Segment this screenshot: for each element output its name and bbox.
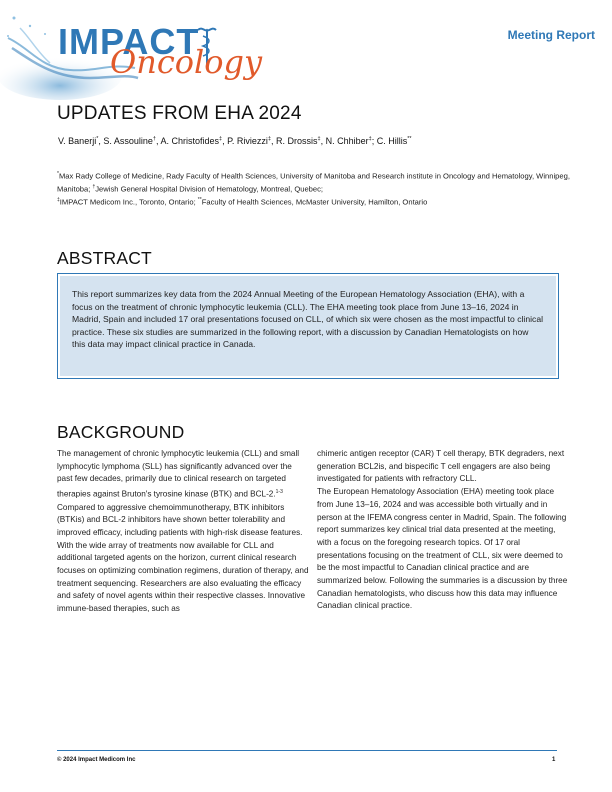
author-mark: ‡: [219, 136, 223, 142]
footer-divider: [57, 750, 557, 751]
author-separator: ;: [371, 136, 377, 146]
background-column-right: [317, 448, 569, 613]
abstract-text: This report summarizes key data from the 2024 Annual Meeting of the European Hematology Association (EHA), with a focus on the treatment of chronic lymphocytic leukemia (CLL). The EHA meeting took place from June 13–16, 2024 in Madrid, Spain and included 17 oral presentations focused on CLL, of which six were chosen as the most impactful to clinical practice. These six studies are summarized in the following report, with a discussion by Canadian Hematologists on how this data may impact clinical practice in Canada.: [60, 276, 556, 376]
page-number: 1: [552, 757, 556, 763]
author-list: [58, 136, 412, 146]
author-name: A. Christofides: [160, 136, 219, 146]
affiliation-text: Faculty of Health Sciences, McMaster University, Hamilton, Ontario: [201, 197, 428, 207]
page-title: UPDATES FROM EHA 2024: [57, 103, 302, 124]
author-separator: ,: [98, 136, 104, 146]
abstract-heading: ABSTRACT: [57, 248, 152, 268]
author-mark: *: [96, 136, 99, 142]
footer-copyright: © 2024 Impact Medicom Inc: [57, 757, 136, 763]
author-mark: ‡: [317, 136, 321, 142]
affiliation-mark: †: [92, 183, 96, 190]
author-mark: **: [407, 136, 412, 142]
author-name: S. Assouline: [103, 136, 153, 146]
background-paragraph-1: [57, 448, 309, 540]
author-separator: ,: [155, 136, 161, 146]
impact-oncology-logo: [0, 0, 263, 100]
affiliation-mark: **: [197, 196, 202, 203]
author-name: C. Hillis: [376, 136, 408, 146]
affiliation-text: Jewish General Hospital Division of Hematology, Montreal, Quebec;: [95, 184, 324, 194]
affiliations: [57, 169, 572, 207]
author-separator: ,: [222, 136, 228, 146]
background-heading: BACKGROUND: [57, 422, 185, 442]
abstract-box: [57, 273, 559, 379]
reference-citation: 1-3: [275, 489, 283, 496]
affiliation-mark: *: [57, 171, 59, 177]
author-mark: †: [152, 136, 156, 142]
report-type-label: Meeting Report: [507, 28, 595, 42]
author-name: R. Drossis: [276, 136, 318, 146]
author-mark: ‡: [267, 136, 271, 142]
paragraph-text: Compared to aggressive chemoimmunotherapy, BTK inhibitors (BTKis) and BCL-2 inhibitors have shown better tolerability and improved efficacy, including patients with high-risk disease features.: [57, 502, 303, 537]
affiliation-text: Max Rady College of Medicine, Rady Faculty of Health Sciences, University of Manitoba and Research institute in Oncology and Hematology, Winnipeg, Manitoba;: [57, 171, 570, 194]
background-paragraph-2-continued: chimeric antigen receptor (CAR) T cell therapy, BTK degraders, next generation BCL2is, and bispecific T cell engagers are also being investigated for patients with refractory CLL.: [317, 449, 565, 484]
author-separator: ,: [271, 136, 277, 146]
background-column-left: [57, 448, 309, 616]
author-name: V. Banerji: [58, 136, 97, 146]
author-name: P. Riviezzi: [227, 136, 268, 146]
logo-wordmark-oncology: Oncology: [110, 43, 263, 81]
logo-wordmark-impact: IMPACT: [58, 21, 200, 62]
background-paragraph-3: The European Hematology Association (EHA) meeting took place from June 13–16, 2024 and was accessible both virtually and in person at the IFEMA congress center in Madrid, Spain. The following report summarizes key clinical trial data presented at the meeting, with a focus on the foregoing research topics. Of 17 oral presentations focusing on the treatment of CLL, six were deemed to be the most impactful to Canadian clinical practice and are summarized below. Following the summaries is a discussion by three Canadian hematologists, who discuss how this data may influence Canadian clinical practice.: [317, 487, 568, 611]
affiliation-mark: ‡: [57, 196, 60, 203]
paragraph-text: The management of chronic lymphocytic leukemia (CLL) and small lymphocytic lymphoma (SLL) has significantly advanced over the past few decades, primarily due to clinical research on targeted therapies against Bruton's tyrosine kinase (BTK) and BCL-2.: [57, 449, 300, 499]
author-name: N. Chhiber: [325, 136, 369, 146]
author-separator: ,: [320, 136, 326, 146]
affiliation-text: IMPACT Medicom Inc., Toronto, Ontario;: [59, 197, 198, 207]
author-mark: ‡: [368, 136, 372, 142]
background-paragraph-2: With the wide array of treatments now available for CLL and additional targeted agents on the horizon, current clinical research focuses on optimizing combination regimens, duration of therapy, and treatment sequencing. Researchers are also evaluating the efficacy and safety of novel agents within their respective classes. Innovative immune-based therapies, such as: [57, 540, 309, 614]
